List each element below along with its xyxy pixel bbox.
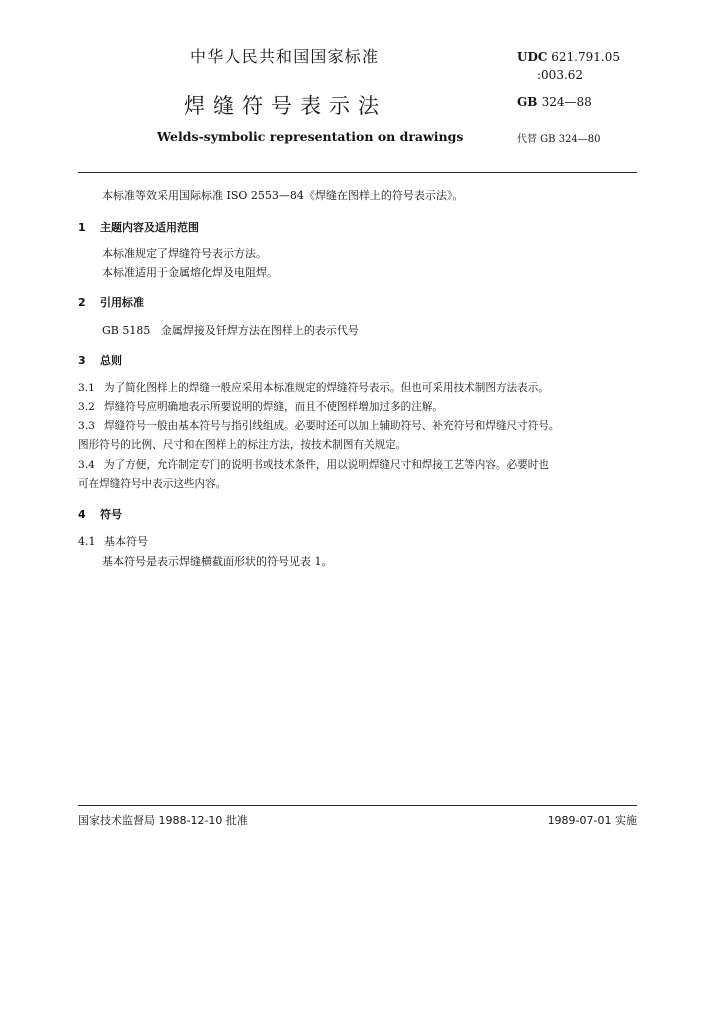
clause-title: 基本符号: [104, 535, 148, 548]
header-divider: [78, 172, 637, 173]
clause-3-3: [78, 418, 560, 433]
english-title: Welds-symbolic representation on drawings: [157, 129, 464, 144]
clause-text: 焊缝符号应明确地表示所要说明的焊缝，而且不使图样增加过多的注解。: [104, 401, 443, 413]
clause-3-3-continuation: 图形符号的比例、尺寸和在图样上的标注方法，按技术制图有关规定。: [78, 439, 407, 451]
udc-label: UDC: [517, 50, 548, 64]
section-2-heading: [78, 294, 144, 310]
replaces-standard: 代替 GB 324—80: [517, 134, 601, 145]
national-standard-label: 中华人民共和国国家标准: [190, 47, 380, 66]
section-number: 3: [78, 354, 86, 367]
clause-3-1: [78, 380, 549, 395]
udc-number: 621.791.05: [551, 50, 620, 64]
section-number: 1: [78, 221, 86, 234]
section-number: 4: [78, 508, 86, 521]
clause-number: 3.2: [78, 401, 95, 413]
approval-line: 国家技术监督局 1988-12-10 批准: [78, 814, 248, 827]
clause-4-1-heading: [78, 533, 148, 549]
section-4-heading: [78, 506, 122, 522]
section-1-heading: [78, 219, 199, 235]
clause-text: 为了简化图样上的焊缝一般应采用本标准规定的焊缝符号表示。但也可采用技术制图方法表示。: [104, 382, 549, 394]
udc-code-line1: [517, 50, 620, 64]
section-title: 引用标准: [100, 296, 144, 309]
clause-3-4-continuation: 可在焊缝符号中表示这些内容。: [78, 478, 227, 490]
section-title: 主题内容及适用范围: [100, 221, 199, 234]
section-number: 2: [78, 296, 86, 309]
section-title: 符号: [100, 508, 122, 521]
udc-code-line2: :003.62: [537, 68, 584, 82]
footer-divider: [78, 805, 637, 806]
document-title: 焊缝符号表示法: [184, 94, 387, 118]
clause-number: 3.3: [78, 420, 95, 432]
clause-4-1-text: 基本符号是表示焊缝横截面形状的符号见表 1。: [102, 555, 333, 568]
section-3-heading: [78, 352, 122, 368]
section-1-line-2: 本标准适用于金属熔化焊及电阻焊。: [102, 266, 278, 279]
gb-prefix: GB: [517, 95, 538, 109]
section-2-line-1: GB 5185 金属焊接及钎焊方法在图样上的表示代号: [102, 324, 359, 337]
clause-number: 3.1: [78, 382, 95, 394]
gb-number: 324—88: [541, 95, 592, 109]
section-1-line-1: 本标准规定了焊缝符号表示方法。: [102, 247, 267, 260]
clause-3-4: [78, 457, 549, 472]
intro-paragraph: 本标准等效采用国际标准 ISO 2553—84《焊缝在图样上的符号表示法》。: [102, 189, 464, 202]
implementation-date: 1989-07-01 实施: [547, 814, 637, 827]
clause-number: 4.1: [78, 535, 96, 548]
clause-text: 焊缝符号一般由基本符号与指引线组成。必要时还可以加上辅助符号、补充符号和焊缝尺寸符号。: [104, 420, 560, 432]
standard-number: [517, 95, 592, 109]
clause-number: 3.4: [78, 459, 95, 471]
section-title: 总则: [100, 354, 122, 367]
clause-text: 为了方便，允许制定专门的说明书或技术条件，用以说明焊缝尺寸和焊接工艺等内容。必要时也: [104, 459, 549, 471]
clause-3-2: [78, 399, 443, 414]
